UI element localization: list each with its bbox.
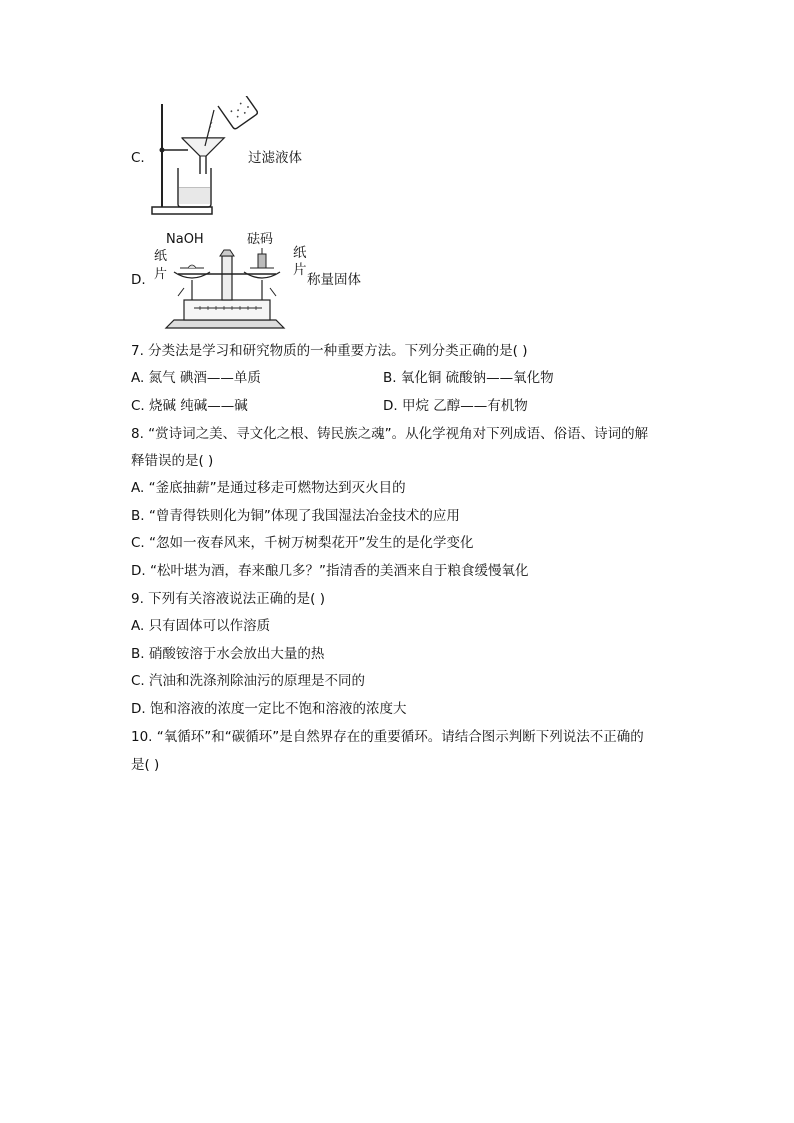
q7-option-d: D. 甲烷 乙醇——有机物 xyxy=(383,398,528,414)
q8-option-c: C. “忽如一夜春风来，千树万树梨花开”发生的是化学变化 xyxy=(131,535,474,551)
option-d-letter: D. xyxy=(131,272,146,288)
q10-stem-line2: 是( ) xyxy=(131,757,160,773)
label-weights: 砝码 xyxy=(247,232,274,247)
q10-stem-line1: 10. “氧循环”和“碳循环”是自然界存在的重要循环。请结合图示判断下列说法不正确的 xyxy=(131,729,644,745)
q9-stem: 9. 下列有关溶液说法正确的是( ) xyxy=(131,591,325,607)
balance-figure xyxy=(150,228,300,332)
q7-stem: 7. 分类法是学习和研究物质的一种重要方法。下列分类正确的是( ) xyxy=(131,343,528,359)
svg-text:片: 片 xyxy=(154,267,168,282)
option-d-caption: 称量固体 xyxy=(307,272,361,288)
q9-option-c: C. 汽油和洗涤剂除油污的原理是不同的 xyxy=(131,673,366,689)
q8-stem-line2: 释错误的是( ) xyxy=(131,453,214,469)
label-paper-right: 纸 片 xyxy=(293,245,307,278)
label-naoh: NaOH xyxy=(166,232,204,247)
option-c-letter: C. xyxy=(131,150,145,166)
svg-text:纸: 纸 xyxy=(154,249,168,264)
q8-option-b: B. “曾青得铁则化为铜”体现了我国湿法冶金技术的应用 xyxy=(131,508,460,524)
q8-option-a: A. “釜底抽薪”是通过移走可燃物达到灭火目的 xyxy=(131,480,406,496)
q7-option-c: C. 烧碱 纯碱——碱 xyxy=(131,398,248,414)
q7-option-b: B. 氧化铜 硫酸钠——氧化物 xyxy=(383,370,554,386)
q9-option-a: A. 只有固体可以作溶质 xyxy=(131,618,271,634)
q8-stem-line1: 8. “赏诗词之美、寻文化之根、铸民族之魂”。从化学视角对下列成语、俗语、诗词的解 xyxy=(131,426,649,442)
q8-option-d: D. “松叶堪为酒，春来酿几多？”指清香的美酒来自于粮食缓慢氧化 xyxy=(131,563,529,579)
q9-option-b: B. 硝酸铵溶于水会放出大量的热 xyxy=(131,646,325,662)
option-c-caption: 过滤液体 xyxy=(248,150,302,166)
q9-option-d: D. 饱和溶液的浓度一定比不饱和溶液的浓度大 xyxy=(131,701,407,717)
q7-option-a: A. 氮气 碘酒——单质 xyxy=(131,370,261,386)
filtration-apparatus-figure xyxy=(148,96,258,220)
